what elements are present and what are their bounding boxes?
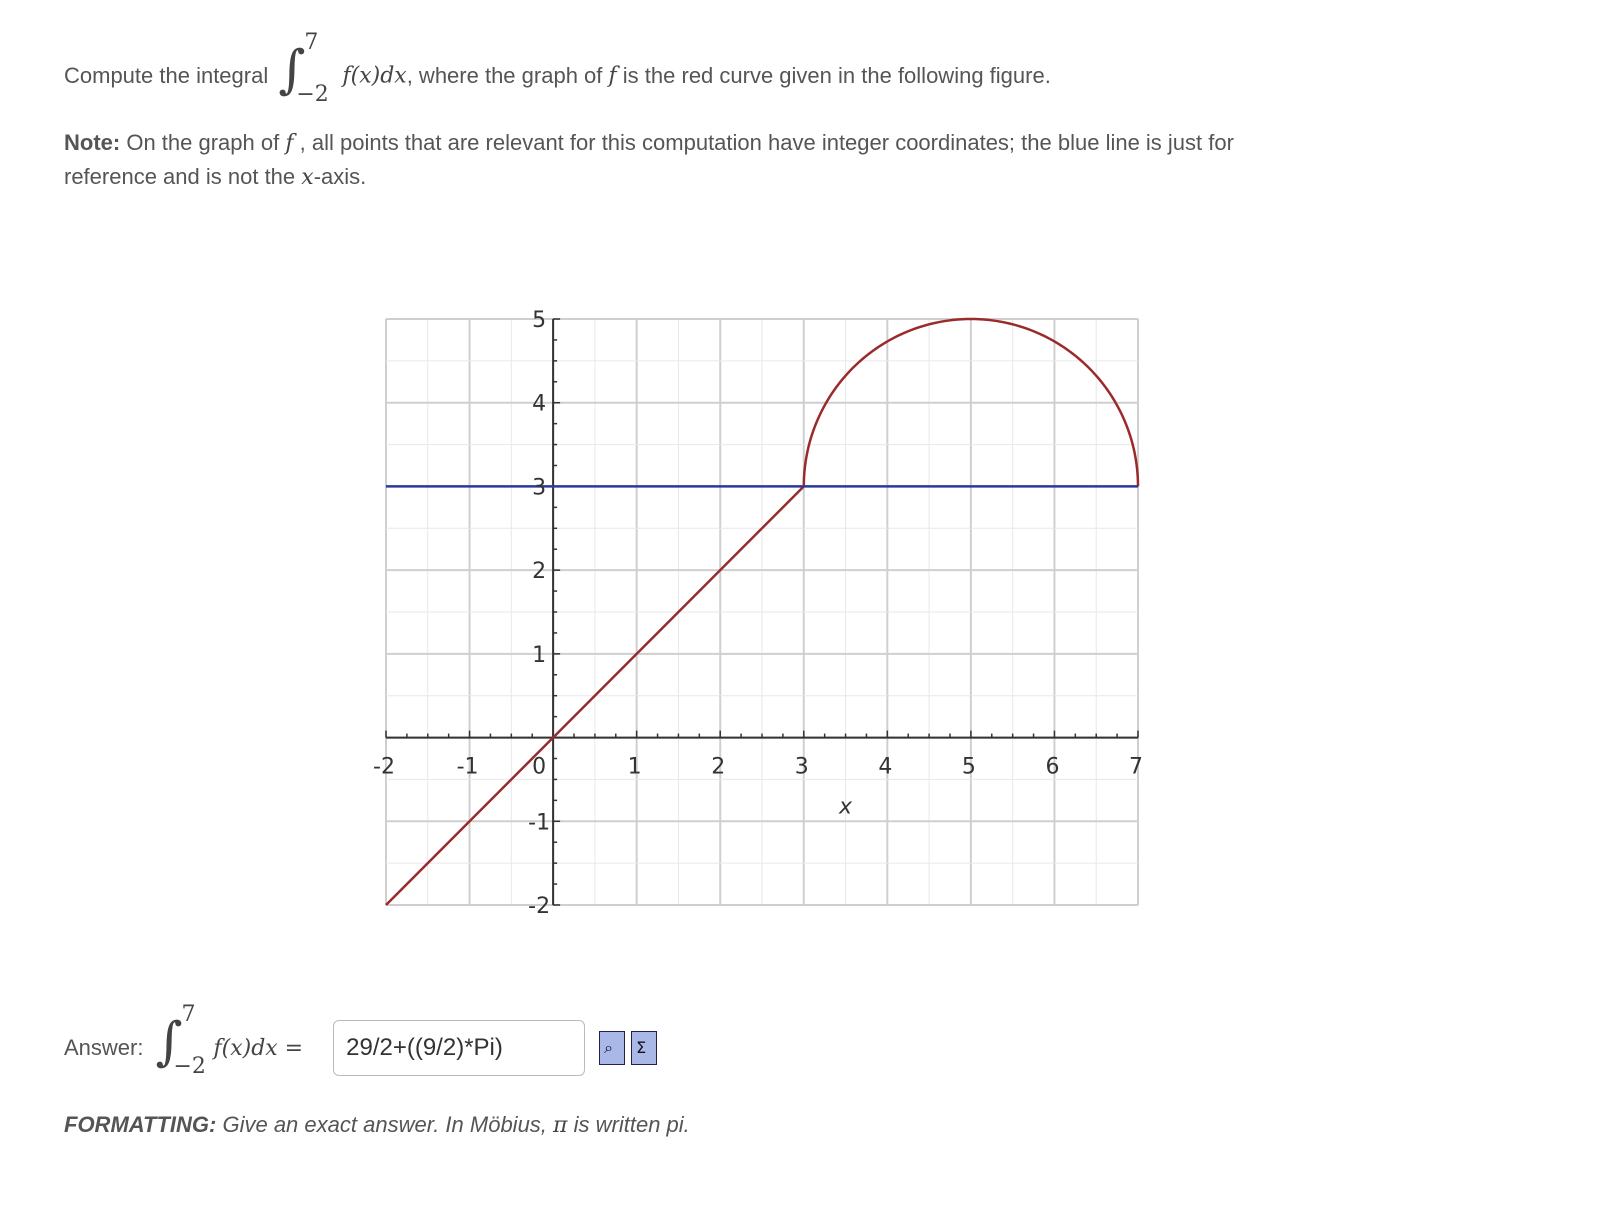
formatting-text-2: is written pi.: [573, 1112, 690, 1137]
question-prefix: Compute the integral: [64, 63, 269, 88]
integrand: f(x)dx: [342, 63, 407, 89]
question-middle: , where the graph of: [406, 63, 603, 88]
integral-lower-limit: −2: [296, 82, 329, 107]
note-label: Note:: [64, 130, 121, 155]
note-f-symbol: f: [285, 131, 294, 156]
note-text-1: On the graph of: [126, 130, 280, 155]
integral-upper-limit: 7: [304, 30, 319, 55]
note-text-2: , all points that are relevant for this computation have integer coordinates; the blue line is just for: [299, 130, 1234, 155]
x-tick-label: 5: [961, 754, 976, 780]
f-symbol: f: [608, 63, 617, 89]
integral-sign-icon: ∫: [278, 40, 306, 100]
answer-label: Answer:: [64, 1035, 144, 1060]
y-tick-label: -2: [528, 894, 551, 919]
preview-icon[interactable]: [599, 1031, 625, 1065]
x-tick-label: 6: [1045, 754, 1060, 780]
answer-integral: [151, 1002, 213, 1079]
magnifier-icon: ⌕: [604, 1038, 614, 1057]
note-text-3: reference and is not the: [64, 164, 296, 189]
answer-upper-limit: 7: [181, 1002, 196, 1027]
formatting-label: FORMATTING:: [64, 1112, 217, 1137]
x-tick-label: 3: [794, 754, 809, 780]
y-tick-label: 1: [532, 642, 547, 668]
answer-lower-limit: −2: [173, 1054, 206, 1079]
x-tick-label: 0: [532, 754, 547, 780]
y-tick-label: 2: [532, 559, 547, 585]
x-tick-label: 7: [1129, 754, 1143, 780]
x-tick-label: 4: [878, 754, 893, 780]
y-tick-label: 4: [532, 391, 547, 417]
answer-row: [64, 1002, 657, 1079]
x-axis-label: x: [839, 794, 853, 820]
answer-input[interactable]: [333, 1020, 585, 1076]
answer-integrand: f(x)dx =: [213, 1035, 304, 1061]
y-tick-label: 3: [532, 475, 547, 501]
formatting-text-1: Give an exact answer. In Möbius,: [222, 1112, 547, 1137]
y-tick-label: 5: [532, 308, 547, 333]
x-tick-label: 1: [627, 754, 642, 780]
x-tick-label: 2: [711, 754, 726, 780]
sigma-icon: Σ: [636, 1038, 647, 1057]
question-suffix: is the red curve given in the following figure.: [622, 63, 1051, 88]
pi-symbol: π: [553, 1113, 568, 1138]
x-tick-label: -1: [456, 754, 479, 780]
answer-integral-sign-icon: ∫: [155, 1012, 183, 1072]
note-x-symbol: x: [301, 165, 314, 190]
equation-editor-icon[interactable]: [631, 1031, 657, 1065]
formatting-hint: [64, 1112, 690, 1138]
x-tick-label: -2: [373, 754, 395, 780]
y-tick-label: -1: [528, 810, 551, 836]
note-text-4: -axis.: [313, 164, 367, 189]
